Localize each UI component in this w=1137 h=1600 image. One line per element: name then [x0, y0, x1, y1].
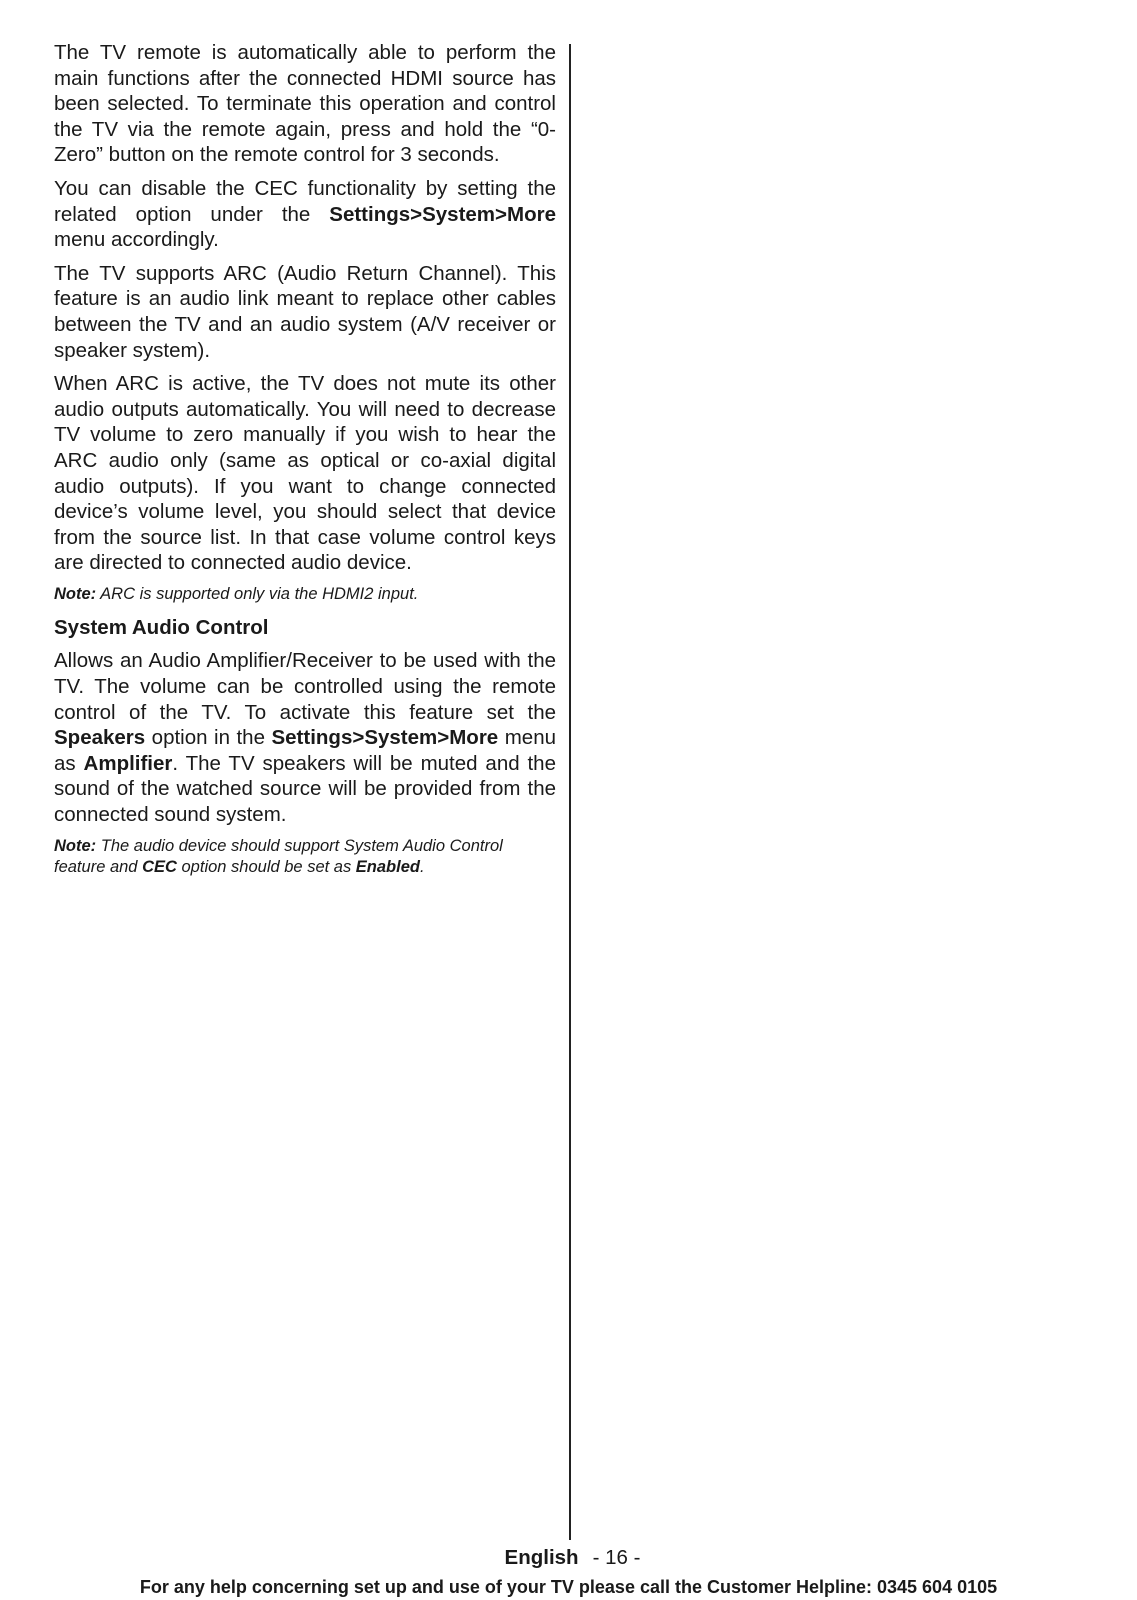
text: option in the: [145, 726, 272, 750]
paragraph-arc-active: When ARC is active, the TV does not mute its other audio outputs automatically. You will need to decrease TV volume to zero manually if you wish to hear the ARC audio only (same as optical or co-axial digital audio outputs). If you want to change connected device’s volume level, you should select that device from the source list. In that case volume control keys are directed to connected audio device.: [54, 372, 556, 575]
note-text: ARC is supported only via the HDMI2 input.: [96, 584, 419, 603]
left-column: [54, 40, 556, 888]
option-value: Amplifier: [83, 751, 173, 775]
footer-language: English: [504, 1546, 579, 1569]
note-text: option should be set as: [176, 857, 356, 876]
text: menu accordingly.: [54, 228, 219, 252]
note-label: Note:: [54, 836, 97, 855]
option-name: Speakers: [54, 726, 146, 750]
paragraph-system-audio: [54, 648, 556, 827]
menu-path: Settings>System>More: [329, 202, 556, 226]
column-divider: [569, 44, 571, 1540]
text: Allows an Audio Amplifier/Receiver to be used with the TV. The volume can be controlled using the remote control of the TV. To activate this feature set the: [54, 649, 556, 724]
text: You can disable the CEC functionality by setting the related option under the: [54, 176, 556, 226]
paragraph-arc: The TV supports ARC (Audio Return Channel). This feature is an audio link meant to replace other cables between the TV and an audio system (A/V receiver or speaker system).: [54, 261, 556, 362]
note-text: The audio device should support System Audio Control feature and: [54, 836, 503, 876]
text: . The TV speakers will be muted and the sound of the watched source will be provided from the connected sound system.: [54, 751, 556, 827]
paragraph-cec-disable: [54, 176, 556, 253]
page-number: - 16 -: [592, 1546, 641, 1569]
option-name: CEC: [142, 857, 177, 876]
page-footer: [0, 1546, 1137, 1570]
note-system-audio: [54, 836, 556, 878]
text: menu as: [54, 726, 556, 775]
note-arc: [54, 584, 556, 605]
section-heading: System Audio Control: [54, 615, 269, 639]
note-label: Note:: [54, 584, 97, 603]
paragraph-hdmi-remote: The TV remote is automatically able to perform the main functions after the connected HDMI source has been selected. To terminate this operation and control the TV via the remote again, press and hold the “0-Zero” button on the remote control for 3 seconds.: [54, 41, 556, 167]
helpline-text: For any help concerning set up and use of your TV please call the Customer Helpline: 0345 604 0105: [139, 1577, 998, 1597]
menu-path: Settings>System>More: [271, 726, 499, 750]
option-value: Enabled: [355, 857, 420, 876]
note-text: .: [419, 857, 425, 876]
